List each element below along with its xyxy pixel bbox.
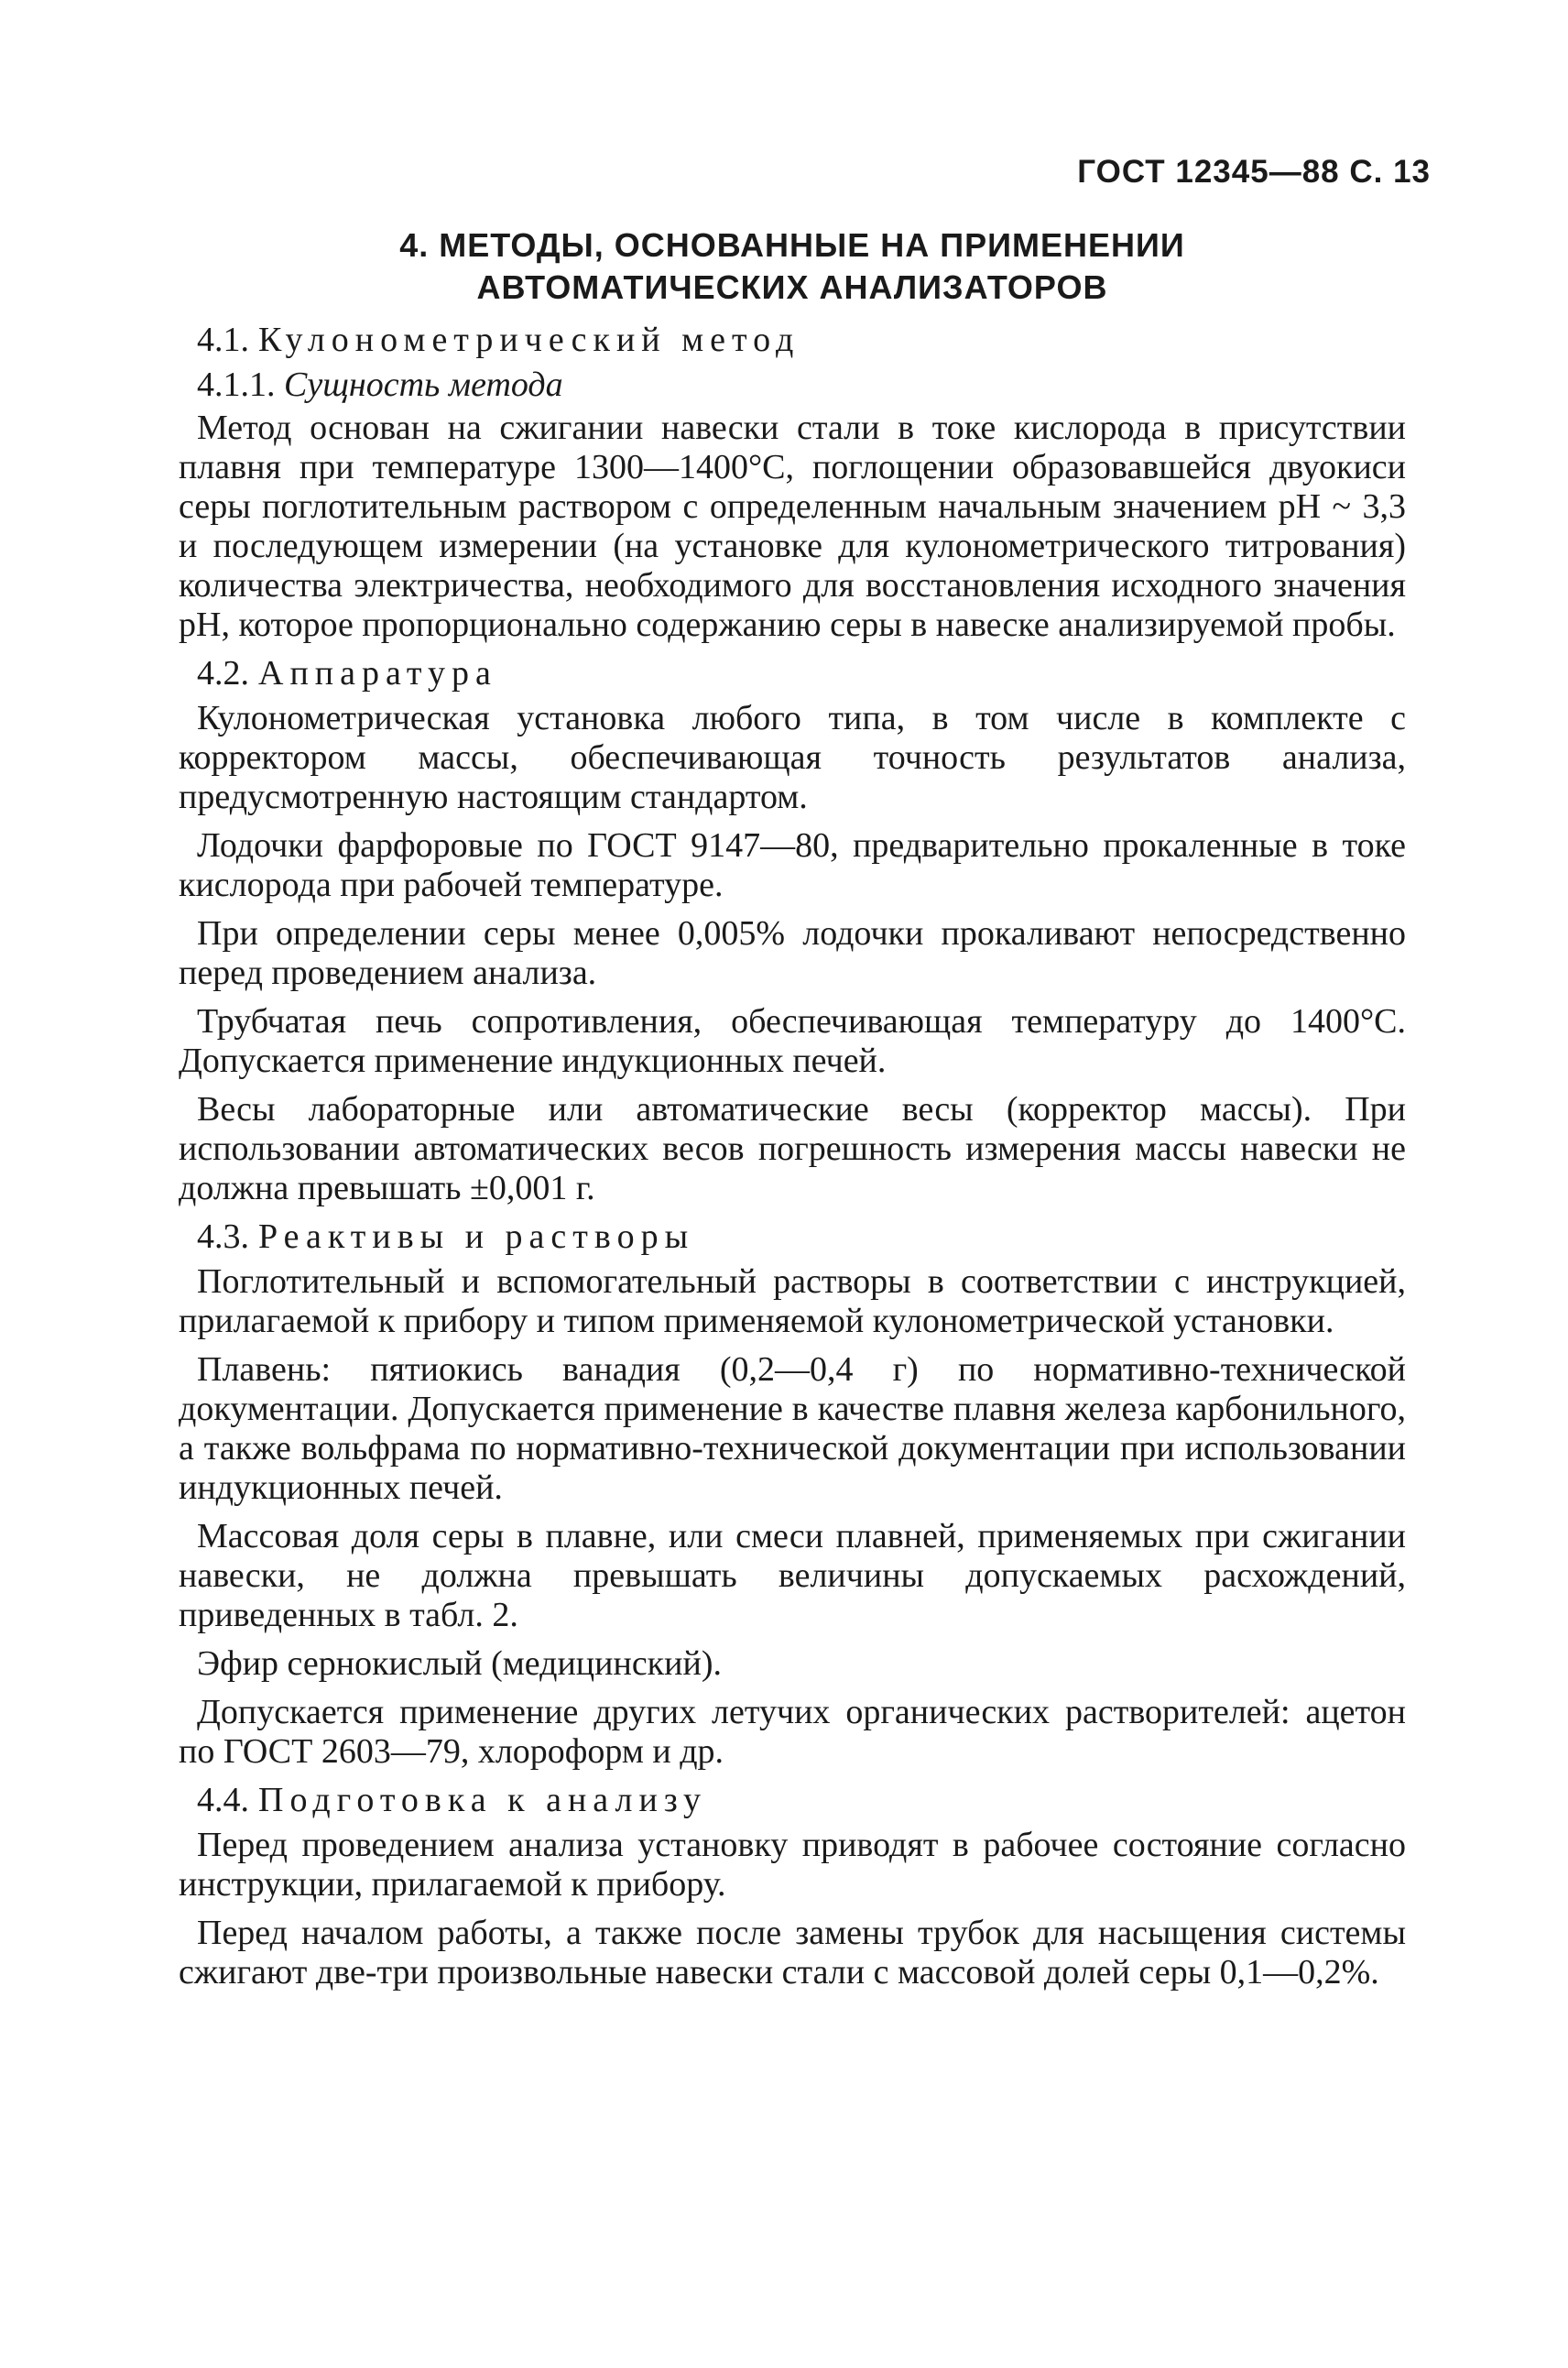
- paragraph: Поглотительный и вспомогательный растворы в соответствии с инструкцией, прилагаемой к прибору и типом применяемой кулонометрической установки.: [179, 1262, 1406, 1340]
- paragraph-method-essence: Метод основан на сжигании навески стали в токе кислорода в присутствии плавня при температуре 1300—1400°С, поглощении образовавшейся двуокиси серы поглотительным раствором с определенным начальным значением pH ~ 3,3 и последующем измерении (на установке для кулонометрического титрования) количества электричества, необходимого для восстановления исходного значения pH, которое пропорционально содержанию серы в навеске анализируемой пробы.: [179, 409, 1406, 644]
- heading-text: Аппаратура: [258, 654, 497, 693]
- paragraph: Перед началом работы, а также после замены трубок для насыщения системы сжигают две-три произвольные навески стали с массовой долей серы 0,1—0,2%.: [179, 1914, 1406, 1992]
- heading-4-2: [197, 654, 1406, 693]
- heading-text: Реактивы и растворы: [258, 1217, 695, 1256]
- document-body: [179, 321, 1406, 2002]
- heading-text: Кулонометрический метод: [258, 321, 800, 359]
- heading-number: 4.1.: [197, 321, 249, 359]
- running-head: ГОСТ 12345—88 С. 13: [1077, 154, 1431, 190]
- paragraph: Трубчатая печь сопротивления, обеспечивающая температуру до 1400°С. Допускается применение индукционных печей.: [179, 1002, 1406, 1080]
- paragraph: При определении серы менее 0,005% лодочки прокаливают непосредственно перед проведением анализа.: [179, 914, 1406, 992]
- section-title-line-1: 4. МЕТОДЫ, ОСНОВАННЫЕ НА ПРИМЕНЕНИИ: [399, 226, 1185, 264]
- paragraph: Массовая доля серы в плавне, или смеси плавней, применяемых при сжигании навески, не должна превышать величины допускаемых расхождений, приведенных в табл. 2.: [179, 1517, 1406, 1634]
- heading-number: 4.3.: [197, 1217, 249, 1256]
- heading-number: 4.1.1.: [197, 366, 276, 404]
- paragraph: Весы лабораторные или автоматические весы (корректор массы). При использовании автоматических весов погрешность измерения массы навески не должна превышать ±0,001 г.: [179, 1090, 1406, 1207]
- paragraph: Эфир сернокислый (медицинский).: [197, 1644, 722, 1683]
- paragraph: Плавень: пятиокись ванадия (0,2—0,4 г) по нормативно-технической документации. Допускается применение в качестве плавня железа карбонильного, а также вольфрама по нормативно-технической документации при использовании индукционных печей.: [179, 1350, 1406, 1507]
- paragraph: Кулонометрическая установка любого типа, в том числе в комплекте с корректором массы, обеспечивающая точность результатов анализа, предусмотренную настоящим стандартом.: [179, 699, 1406, 816]
- paragraph: Перед проведением анализа установку приводят в рабочее состояние согласно инструкции, прилагаемой к прибору.: [179, 1826, 1406, 1904]
- heading-text: Сущность метода: [284, 366, 563, 404]
- heading-4-1-1: [197, 366, 1406, 405]
- heading-4-3: [197, 1217, 1406, 1257]
- heading-4-1: [197, 321, 1406, 360]
- section-title-line-2: АВТОМАТИЧЕСКИХ АНАЛИЗАТОРОВ: [476, 268, 1108, 306]
- paragraph: Лодочки фарфоровые по ГОСТ 9147—80, предварительно прокаленные в токе кислорода при рабочей температуре.: [179, 826, 1406, 904]
- heading-4-4: [197, 1781, 1406, 1820]
- paragraph: Допускается применение других летучих органических растворителей: ацетон по ГОСТ 2603—79, хлороформ и др.: [179, 1693, 1406, 1771]
- heading-text: Подготовка к анализу: [258, 1781, 707, 1819]
- section-title: [183, 224, 1401, 309]
- heading-number: 4.4.: [197, 1781, 249, 1819]
- heading-number: 4.2.: [197, 654, 249, 693]
